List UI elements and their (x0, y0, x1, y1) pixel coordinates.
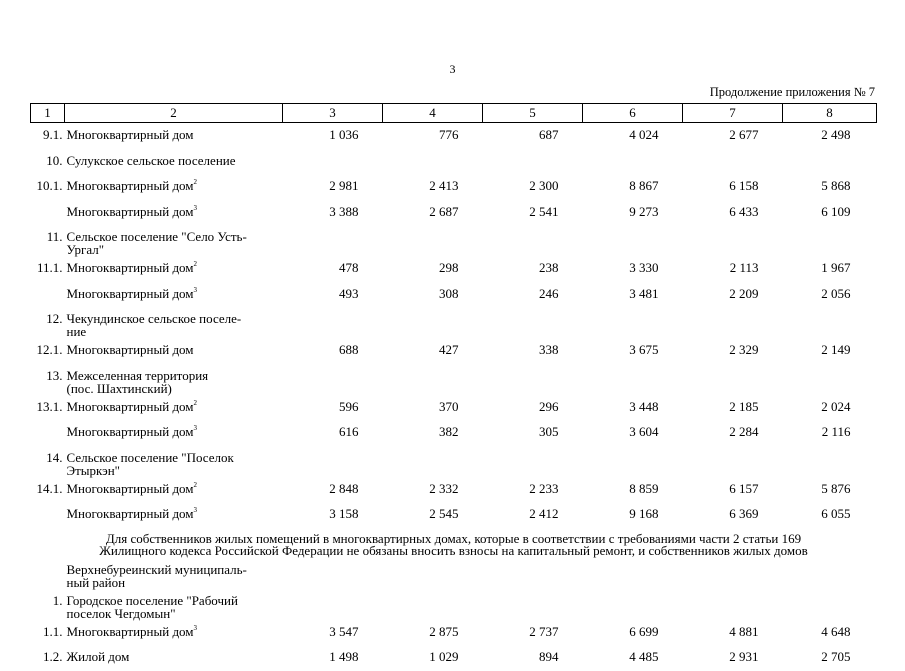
column-header: 3 (283, 104, 383, 123)
value-cell: 2 056 (821, 285, 851, 301)
value-cell: 2 545 (429, 506, 459, 521)
row-name-line (67, 128, 283, 141)
value-cell: 1 498 (329, 649, 359, 664)
value-cell: 2 981 (329, 178, 359, 193)
row-number (31, 282, 65, 308)
value-cell (383, 225, 483, 256)
value-cell: 2 149 (821, 342, 851, 357)
value-cell: 8 867 (629, 178, 659, 193)
value-cell: 9 273 (629, 203, 659, 219)
value-cell: 493 (339, 285, 359, 301)
table-row (31, 225, 877, 256)
value-cell (483, 446, 583, 477)
value-cell: 2 233 (529, 480, 559, 496)
table-row (31, 256, 877, 282)
row-name-text: Многоквартирный дом (66, 285, 194, 301)
row-number (31, 502, 65, 528)
row-name (65, 200, 283, 226)
value-cell (783, 364, 877, 395)
table-row (31, 200, 877, 226)
row-name-line (67, 243, 283, 256)
value-cell: 2 931 (729, 649, 759, 664)
value-cell (383, 446, 483, 477)
value-cell (383, 307, 483, 338)
footnote-mark: 2 (193, 178, 198, 186)
row-name (65, 174, 283, 200)
value-cell: 2 116 (821, 424, 851, 439)
value-cell: 2 209 (729, 285, 759, 301)
footnote-mark: 3 (193, 623, 198, 632)
value-cell: 308 (439, 285, 459, 301)
column-header: 4 (383, 104, 483, 123)
value-cell: 6 369 (729, 506, 759, 521)
value-cell: 6 055 (821, 506, 851, 521)
value-cell: 2 498 (821, 127, 851, 142)
value-cell (783, 446, 877, 477)
column-header: 6 (583, 104, 683, 123)
value-cell (283, 589, 383, 620)
tariff-table (30, 103, 877, 671)
row-name-text: Многоквартирный дом (66, 398, 194, 414)
table-row (31, 558, 877, 589)
note-line: Жилищного кодекса Российской Федерации не обязаны вносить взносы на капитальный ремонт, и собственников жилых домов (99, 543, 808, 558)
row-name-line (67, 482, 283, 495)
value-cell: 8 859 (629, 480, 659, 496)
row-name-line (67, 261, 283, 274)
row-name-line (67, 343, 283, 356)
value-cell (683, 558, 783, 589)
value-cell (383, 589, 483, 620)
table-row (31, 364, 877, 395)
row-name-line (67, 650, 283, 663)
row-name-line (67, 576, 283, 589)
value-cell: 2 329 (729, 342, 759, 357)
value-cell: 478 (339, 260, 359, 275)
row-name-line (67, 179, 283, 192)
row-name (65, 502, 283, 528)
row-number: 9.1. (43, 127, 63, 142)
row-name-text: (пос. Шахтинский) (66, 380, 172, 396)
value-cell (283, 364, 383, 395)
row-number: 1.1. (43, 623, 63, 639)
column-header: 8 (783, 104, 877, 123)
row-number (31, 420, 65, 446)
note-line: Для собственников жилых помещений в многоквартирных домах, которые в соответствии с требованиями части 2 статьи 169 (105, 530, 802, 546)
value-cell (283, 446, 383, 477)
row-name-text: Ургал" (66, 242, 105, 257)
row-name-text: Многоквартирный дом (66, 203, 194, 219)
row-number: 14. (46, 449, 63, 465)
row-name-line (67, 312, 283, 325)
value-cell: 2 737 (529, 623, 559, 639)
value-cell: 6 157 (729, 480, 759, 496)
value-cell: 3 388 (329, 203, 359, 219)
value-cell (483, 589, 583, 620)
row-number: 11. (46, 229, 63, 244)
value-cell (683, 446, 783, 477)
value-cell (283, 149, 383, 175)
value-cell: 3 330 (629, 260, 659, 275)
value-cell (483, 364, 583, 395)
row-name (65, 256, 283, 282)
row-name (65, 446, 283, 477)
row-name (65, 645, 283, 671)
row-name-text: Многоквартирный дом (66, 342, 194, 357)
table-row (31, 446, 877, 477)
value-cell: 3 604 (629, 424, 659, 439)
value-cell: 5 868 (821, 178, 851, 193)
value-cell: 246 (539, 285, 559, 301)
value-cell (283, 307, 383, 338)
value-cell: 4 648 (821, 623, 851, 639)
value-cell: 894 (539, 649, 559, 664)
table-row (31, 502, 877, 528)
row-name-line (67, 287, 283, 300)
row-name (65, 558, 283, 589)
continuation-label: Продолжение приложения № 7 (709, 85, 875, 99)
value-cell (583, 364, 683, 395)
table-row (31, 620, 877, 646)
value-cell (683, 364, 783, 395)
row-name-text: Чекундинское сельское поселе- (66, 311, 242, 326)
value-cell: 427 (439, 342, 459, 357)
row-name (65, 225, 283, 256)
value-cell: 238 (539, 260, 559, 275)
row-number: 1. (52, 592, 63, 608)
value-cell: 4 881 (729, 623, 759, 639)
value-cell (683, 307, 783, 338)
value-cell (583, 446, 683, 477)
table-row (31, 589, 877, 620)
value-cell: 2 412 (529, 506, 559, 521)
row-name-text: Этыркэн" (66, 462, 120, 478)
row-name-text: Многоквартирный дом (66, 260, 194, 275)
value-cell: 382 (439, 424, 459, 439)
row-name-text: Сулукское сельское поселение (66, 152, 236, 168)
value-cell (683, 225, 783, 256)
table-row (31, 420, 877, 446)
table-row (31, 477, 877, 503)
value-cell: 1 036 (329, 127, 359, 142)
value-cell: 296 (539, 398, 559, 414)
footnote-mark: 2 (193, 398, 198, 407)
note-row (31, 528, 877, 558)
value-cell (783, 225, 877, 256)
row-name-text: Многоквартирный дом (66, 424, 194, 439)
row-name-text: поселок Чегдомын" (66, 605, 176, 621)
table-row (31, 282, 877, 308)
row-name (65, 395, 283, 421)
value-cell: 9 168 (629, 506, 659, 521)
row-name (65, 620, 283, 646)
footnote-mark: 3 (193, 506, 198, 514)
value-cell: 688 (339, 342, 359, 357)
value-cell: 2 687 (429, 203, 459, 219)
value-cell (383, 149, 483, 175)
value-cell (483, 558, 583, 589)
value-cell (283, 558, 383, 589)
column-header: 1 (31, 104, 65, 123)
table-row (31, 149, 877, 175)
row-name (65, 589, 283, 620)
value-cell: 4 024 (629, 127, 659, 142)
value-cell (683, 149, 783, 175)
row-name-text: Многоквартирный дом (66, 480, 194, 496)
footnote-mark: 2 (193, 480, 198, 489)
table-row (31, 174, 877, 200)
row-name-text: Многоквартирный дом (66, 178, 194, 193)
column-number-header (31, 104, 877, 123)
row-number: 13.1. (36, 398, 63, 414)
value-cell: 596 (339, 398, 359, 414)
value-cell: 3 158 (329, 506, 359, 521)
row-name-text: Сельское поселение "Село Усть- (66, 229, 247, 244)
row-number: 1.2. (43, 649, 63, 664)
value-cell: 338 (539, 342, 559, 357)
row-name (65, 123, 283, 149)
column-header: 5 (483, 104, 583, 123)
row-name-line (67, 464, 283, 477)
row-name (65, 338, 283, 364)
value-cell: 3 448 (629, 398, 659, 414)
row-name (65, 477, 283, 503)
row-name-line (67, 325, 283, 338)
row-number: 13. (46, 367, 63, 383)
footnote-mark: 3 (193, 424, 198, 432)
row-name-text: Городское поселение "Рабочий (66, 592, 238, 608)
footnote-mark: 3 (193, 285, 198, 294)
row-number: 12. (46, 311, 63, 326)
value-cell: 298 (439, 260, 459, 275)
value-cell (583, 225, 683, 256)
value-cell (483, 225, 583, 256)
value-cell (283, 225, 383, 256)
value-cell: 2 300 (529, 178, 559, 193)
row-name-line (67, 154, 283, 167)
row-name (65, 420, 283, 446)
table-row (31, 338, 877, 364)
row-number: 10.1. (36, 178, 63, 193)
value-cell: 2 413 (429, 178, 459, 193)
table-row (31, 645, 877, 671)
footnote-mark: 3 (193, 203, 198, 212)
row-name-line (67, 625, 283, 638)
table-row (31, 123, 877, 149)
value-cell: 3 481 (629, 285, 659, 301)
table-body (31, 123, 877, 528)
table-body-2 (31, 558, 877, 671)
value-cell: 1 967 (821, 260, 851, 275)
value-cell: 2 677 (729, 127, 759, 142)
value-cell: 616 (339, 424, 359, 439)
value-cell (483, 149, 583, 175)
row-name (65, 149, 283, 175)
table-row (31, 307, 877, 338)
value-cell: 687 (539, 127, 559, 142)
value-cell (783, 307, 877, 338)
row-number: 12.1. (36, 342, 63, 357)
value-cell: 2 705 (821, 649, 851, 664)
row-number (31, 200, 65, 226)
row-name (65, 282, 283, 308)
value-cell (583, 307, 683, 338)
row-number (31, 558, 65, 589)
value-cell (783, 149, 877, 175)
value-cell (783, 558, 877, 589)
row-name-text: ный район (66, 574, 126, 590)
value-cell: 3 547 (329, 623, 359, 639)
value-cell: 370 (439, 398, 459, 414)
row-number: 11.1. (36, 260, 63, 275)
row-name-line (67, 425, 283, 438)
value-cell (583, 589, 683, 620)
value-cell (583, 149, 683, 175)
note-section (31, 528, 877, 558)
row-name-line (67, 607, 283, 620)
row-name-text: Жилой дом (66, 649, 130, 664)
value-cell: 2 875 (429, 623, 459, 639)
footnote-mark: 2 (193, 260, 198, 268)
value-cell (683, 589, 783, 620)
value-cell: 1 029 (429, 649, 459, 664)
column-header: 2 (65, 104, 283, 123)
row-name (65, 307, 283, 338)
value-cell: 6 433 (729, 203, 759, 219)
value-cell: 5 876 (821, 480, 851, 496)
row-name-text: Верхнебуреинский муниципаль- (66, 561, 247, 577)
row-name-line (67, 400, 283, 413)
value-cell: 2 113 (729, 260, 759, 275)
row-name-text: Многоквартирный дом (66, 506, 194, 521)
row-number: 14.1. (36, 480, 63, 496)
column-header: 7 (683, 104, 783, 123)
value-cell: 2 284 (729, 424, 759, 439)
value-cell (383, 364, 483, 395)
table-row (31, 395, 877, 421)
row-name-text: Сельское поселение "Поселок (66, 449, 234, 465)
value-cell: 6 109 (821, 203, 851, 219)
value-cell (583, 558, 683, 589)
value-cell (783, 589, 877, 620)
value-cell: 776 (439, 127, 459, 142)
row-number: 10. (46, 152, 63, 168)
value-cell: 6 158 (729, 178, 759, 193)
value-cell: 3 675 (629, 342, 659, 357)
row-name-line (67, 507, 283, 520)
value-cell: 4 485 (629, 649, 659, 664)
value-cell: 2 332 (429, 480, 459, 496)
value-cell (483, 307, 583, 338)
value-cell: 2 541 (529, 203, 559, 219)
row-name-line (67, 205, 283, 218)
row-name-line (67, 382, 283, 395)
value-cell (383, 558, 483, 589)
value-cell: 2 848 (329, 480, 359, 496)
value-cell: 305 (539, 424, 559, 439)
value-cell: 2 024 (821, 398, 851, 414)
row-name-text: Межселенная территория (66, 367, 209, 383)
page-number: 3 (449, 62, 456, 76)
row-name-text: Многоквартирный дом (66, 127, 194, 142)
row-name-text: ние (66, 324, 87, 339)
row-name (65, 364, 283, 395)
row-name-text: Многоквартирный дом (66, 623, 194, 639)
note-text (31, 528, 877, 558)
value-cell: 2 185 (729, 398, 759, 414)
value-cell: 6 699 (629, 623, 659, 639)
